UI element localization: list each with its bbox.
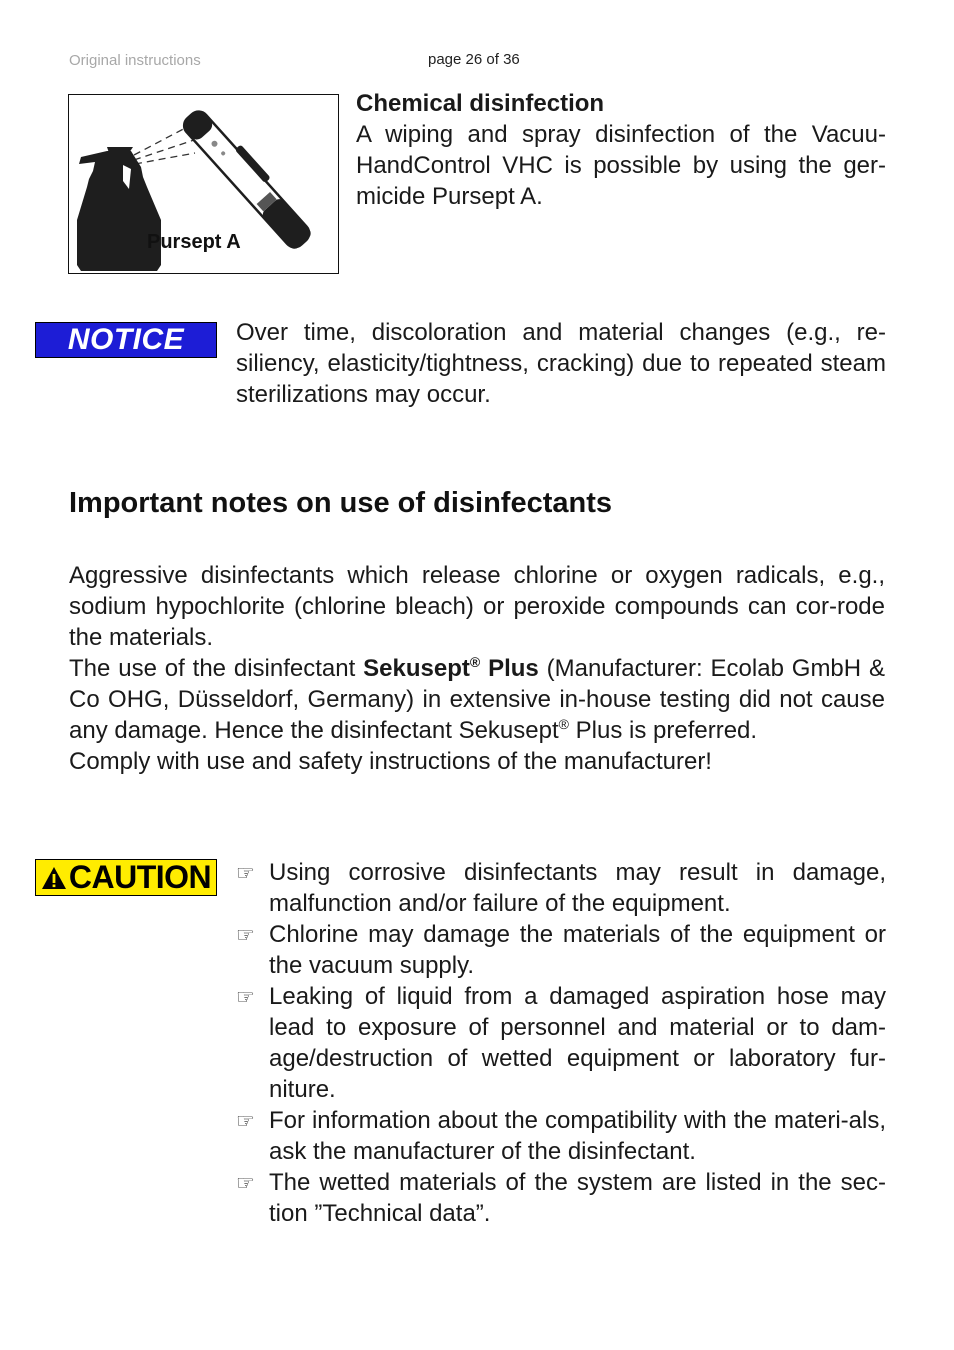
pointing-hand-icon: ☞ <box>236 1110 255 1133</box>
caution-list <box>236 857 886 1229</box>
pointing-hand-icon: ☞ <box>236 1172 255 1195</box>
pointing-hand-icon: ☞ <box>236 862 255 885</box>
list-item: ☞ Chlorine may damage the materials of the equipment or the vacuum supply. <box>236 921 886 979</box>
disinfectant-notes <box>69 560 885 777</box>
figure-caption: Pursept A <box>147 231 241 253</box>
warning-triangle-icon <box>41 866 67 890</box>
chemical-disinfection-title: Chemical disinfection <box>356 90 605 117</box>
list-item: ☞ For information about the compatibility with the materi-als, ask the manufacturer of the disinfectant. <box>236 1107 886 1165</box>
chemical-disinfection-block <box>356 88 886 212</box>
pointing-hand-icon: ☞ <box>236 924 255 947</box>
pursept-figure <box>68 94 339 274</box>
header-page-number: page 26 of 36 <box>428 51 520 68</box>
list-item: ☞ Using corrosive disinfectants may result in damage, malfunction and/or failure of the equipment. <box>236 859 886 917</box>
list-item: ☞ Leaking of liquid from a damaged aspiration hose may lead to exposure of personnel and material or to dam-age/destruction of wetted equipment or laboratory fur-niture. <box>236 983 886 1103</box>
para-aggressive-disinfectants: Aggressive disinfectants which release chlorine or oxygen radicals, e.g., sodium hypochlorite (chlorine bleach) or peroxide compounds can cor-rode the materials. <box>69 562 885 651</box>
chemical-disinfection-text: A wiping and spray disinfection of the Vacuu-HandControl VHC is possible by using the ger-micide Pursept A. <box>356 121 886 210</box>
list-item: ☞ The wetted materials of the system are listed in the sec-tion ”Technical data”. <box>236 1169 886 1227</box>
notice-text: Over time, discoloration and material changes (e.g., re-siliency, elasticity/tightness, cracking) due to repeated steam sterilizations may occur. <box>236 319 886 408</box>
para-comply: Comply with use and safety instructions of the manufacturer! <box>69 748 712 775</box>
caution-label: CAUTION <box>68 859 212 895</box>
caution-badge <box>35 859 217 896</box>
para-sekusept: The use of the disinfectant Sekusept® Plus (Manufacturer: Ecolab GmbH & Co OHG, Düsseldorf, Germany) in extensive in-house testing did not cause any damage. Hence the disinfectant Sekusept® Plus is preferred. <box>69 654 885 744</box>
header-document-type: Original instructions <box>69 52 201 69</box>
section-heading: Important notes on use of disinfectants <box>69 487 612 519</box>
notice-badge: NOTICE <box>35 322 217 358</box>
pointing-hand-icon: ☞ <box>236 986 255 1009</box>
